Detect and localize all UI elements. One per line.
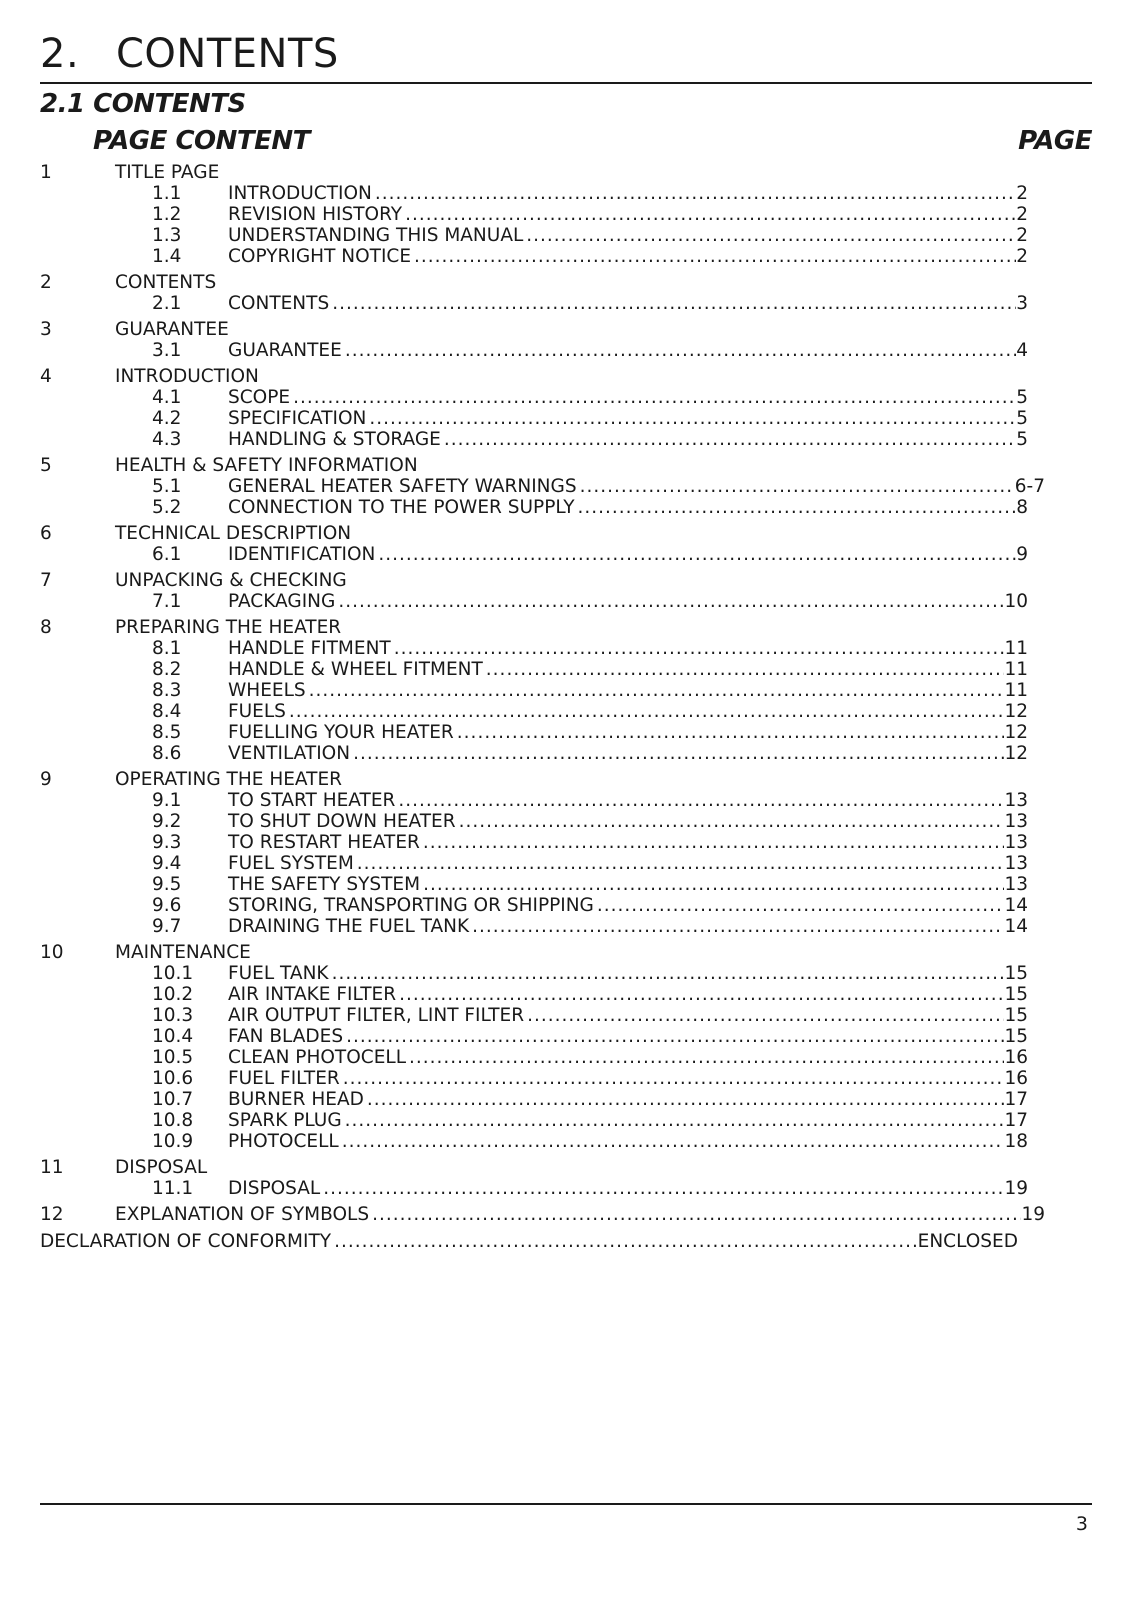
page-ref: 18 (1004, 1131, 1028, 1152)
toc-section (40, 570, 1092, 612)
section-title: TECHNICAL DESCRIPTION (115, 523, 352, 544)
section-title: GUARANTEE (115, 319, 229, 340)
dot-leader (423, 874, 1004, 895)
toc-entry-line (228, 183, 1028, 204)
subsection-title: FUELLING YOUR HEATER (228, 722, 454, 743)
page-ref: 15 (1004, 963, 1028, 984)
section-title: CONTENTS (115, 272, 217, 293)
toc-sub-entry (40, 293, 1092, 314)
document-page (40, 0, 1092, 1601)
header-rule (40, 82, 1092, 84)
subsection-title: AIR OUTPUT FILTER, LINT FILTER (228, 1005, 525, 1026)
chapter-title: CONTENTS (116, 31, 339, 77)
dot-leader (457, 722, 1005, 743)
section-number: 6 (40, 523, 52, 544)
toc-sub-entry (40, 722, 1092, 743)
page-ref: 15 (1004, 984, 1028, 1005)
subsection-title: FUELS (228, 701, 286, 722)
toc-entry-line (228, 1089, 1028, 1110)
subsection-number: 9.4 (152, 853, 182, 874)
toc-main-entry (40, 319, 1092, 340)
toc-main-entry (40, 455, 1092, 476)
toc-entry-line (228, 408, 1028, 429)
dot-leader (486, 659, 1005, 680)
toc-sub-entry (40, 340, 1092, 361)
toc-sub-entry (40, 246, 1092, 267)
page-ref: 14 (1004, 916, 1028, 937)
toc-sub-entry (40, 701, 1092, 722)
subsection-number: 10.3 (152, 1005, 194, 1026)
dot-leader (423, 832, 1005, 853)
toc-sub-entry (40, 476, 1092, 497)
toc-sub-entry (40, 1089, 1092, 1110)
page-ref: 11 (1004, 638, 1028, 659)
subsection-title: FUEL SYSTEM (228, 853, 354, 874)
subsection-number: 3.1 (152, 340, 182, 361)
toc-entry-line (228, 1131, 1028, 1152)
dot-leader (472, 916, 1004, 937)
page-ref: 11 (1004, 680, 1028, 701)
toc-sub-entry (40, 895, 1092, 916)
subsection-number: 4.3 (152, 429, 182, 450)
subsection-title: COPYRIGHT NOTICE (228, 246, 412, 267)
toc-entry-line (228, 722, 1028, 743)
dot-leader (399, 984, 1004, 1005)
section-number: 3 (40, 319, 52, 340)
page-ref: 13 (1004, 811, 1028, 832)
toc-section (40, 1204, 1092, 1225)
toc-entry-line (228, 476, 1045, 497)
page-ref: 16 (1004, 1068, 1028, 1089)
section-number: 8 (40, 617, 52, 638)
dot-leader (526, 225, 1016, 246)
toc-entry-line (228, 701, 1028, 722)
toc-section (40, 455, 1092, 518)
footer-rule (40, 1503, 1092, 1505)
toc-entry-line (228, 246, 1028, 267)
toc-sub-entry (40, 408, 1092, 429)
subsection-number: 4.2 (152, 408, 182, 429)
subsection-number: 9.1 (152, 790, 182, 811)
dot-leader (334, 1230, 918, 1254)
section-title: EXPLANATION OF SYMBOLS (115, 1204, 370, 1225)
toc-sub-entry (40, 984, 1092, 1005)
subsection-number: 10.7 (152, 1089, 194, 1110)
subsection-number: 9.7 (152, 916, 182, 937)
toc-entry-line (115, 1204, 1045, 1225)
column-heading-content: PAGE CONTENT (93, 126, 310, 156)
toc-sub-entry (40, 225, 1092, 246)
toc-entry-line (228, 497, 1028, 518)
toc-main-entry (40, 1157, 1092, 1178)
section-number: 10 (40, 942, 64, 963)
subsection-title: CONTENTS (228, 293, 330, 314)
subsection-number: 10.6 (152, 1068, 194, 1089)
page-ref: 15 (1004, 1026, 1028, 1047)
toc-sub-entry (40, 204, 1092, 225)
dot-leader (343, 1068, 1005, 1089)
toc-main-entry (40, 769, 1092, 790)
subsection-number: 9.2 (152, 811, 182, 832)
toc-main-entry (40, 366, 1092, 387)
toc-sub-entry (40, 1131, 1092, 1152)
subsection-number: 8.1 (152, 638, 182, 659)
toc-sub-entry (40, 497, 1092, 518)
dot-leader (527, 1005, 1004, 1026)
subsection-title: STORING, TRANSPORTING OR SHIPPING (228, 895, 594, 916)
page-ref: 5 (1016, 387, 1028, 408)
dot-leader (323, 1178, 1004, 1199)
subsection-number: 7.1 (152, 591, 182, 612)
page-ref: 5 (1016, 408, 1028, 429)
page-ref: 9 (1016, 544, 1028, 565)
page-ref: 12 (1004, 722, 1028, 743)
toc-sub-entry (40, 832, 1092, 853)
subsection-number: 10.9 (152, 1131, 194, 1152)
section-title: UNPACKING & CHECKING (115, 570, 347, 591)
subsection-title: HANDLING & STORAGE (228, 429, 441, 450)
toc-main-entry (40, 570, 1092, 591)
dot-leader (405, 204, 1016, 225)
toc-sub-entry (40, 811, 1092, 832)
subsection-title: FUEL FILTER (228, 1068, 340, 1089)
subsection-title: INTRODUCTION (228, 183, 372, 204)
subsection-title: PACKAGING (228, 591, 336, 612)
section-title: HEALTH & SAFETY INFORMATION (115, 455, 418, 476)
toc-entry-line (228, 832, 1028, 853)
toc-entry-line (228, 225, 1028, 246)
section-title: INTRODUCTION (115, 366, 259, 387)
chapter-number: 2. (40, 31, 80, 77)
subsection-title: REVISION HISTORY (228, 204, 403, 225)
subsection-title: DISPOSAL (228, 1178, 321, 1199)
subsection-title: CONNECTION TO THE POWER SUPPLY (228, 497, 575, 518)
subsection-title: TO SHUT DOWN HEATER (228, 811, 456, 832)
subsection-title: HANDLE FITMENT (228, 638, 391, 659)
subsection-title: UNDERSTANDING THIS MANUAL (228, 225, 524, 246)
subsection-title: THE SAFETY SYSTEM (228, 874, 421, 895)
toc-section (40, 319, 1092, 361)
toc-entry-line (228, 293, 1028, 314)
section-number: 12 (40, 1204, 64, 1225)
subsection-number: 11.1 (152, 1178, 194, 1199)
toc-section (40, 162, 1092, 267)
page-ref: 19 (1004, 1178, 1028, 1199)
dot-leader (597, 895, 1005, 916)
toc-entry-line (228, 340, 1028, 361)
toc-sub-entry (40, 874, 1092, 895)
dot-leader (394, 638, 1005, 659)
page-ref: 2 (1016, 183, 1028, 204)
toc-entry-line (228, 429, 1028, 450)
subsection-number: 1.4 (152, 246, 182, 267)
document-title (40, 30, 339, 78)
subsection-number: 1.1 (152, 183, 182, 204)
subsection-number: 2.1 (152, 293, 182, 314)
subsection-number: 8.3 (152, 680, 182, 701)
page-ref: 19 (1021, 1204, 1045, 1225)
toc-entry-line (228, 1110, 1028, 1131)
toc-sub-entry (40, 1178, 1092, 1199)
section-number: 7 (40, 570, 52, 591)
subsection-title: GENERAL HEATER SAFETY WARNINGS (228, 476, 577, 497)
toc-entry-line (228, 638, 1028, 659)
page-ref: 2 (1016, 204, 1028, 225)
toc-sub-entry (40, 429, 1092, 450)
table-of-contents (40, 162, 1092, 1254)
subsection-number: 10.4 (152, 1026, 194, 1047)
page-ref: 16 (1004, 1047, 1028, 1068)
page-ref: ENCLOSED (917, 1231, 1018, 1252)
toc-section (40, 523, 1092, 565)
subsection-number: 5.1 (152, 476, 182, 497)
subsection-title: TO RESTART HEATER (228, 832, 420, 853)
toc-entry-line (228, 895, 1028, 916)
toc-main-entry (40, 617, 1092, 638)
toc-entry-line (228, 984, 1028, 1005)
page-ref: 4 (1016, 340, 1028, 361)
page-ref: 13 (1004, 874, 1028, 895)
section-title: TITLE PAGE (115, 162, 220, 183)
toc-sub-entry (40, 659, 1092, 680)
subsection-title: DRAINING THE FUEL TANK (228, 916, 470, 937)
subsection-number: 9.6 (152, 895, 182, 916)
toc-sub-entry (40, 1047, 1092, 1068)
dot-leader (578, 497, 1017, 518)
dot-leader (444, 429, 1016, 450)
section-title: OPERATING THE HEATER (115, 769, 342, 790)
declaration-title: DECLARATION OF CONFORMITY (40, 1231, 332, 1252)
toc-entry-line (228, 591, 1028, 612)
toc-main-entry (40, 942, 1092, 963)
dot-leader (375, 183, 1016, 204)
toc-entry-line (228, 853, 1028, 874)
toc-entry-line (228, 811, 1028, 832)
toc-section (40, 942, 1092, 1152)
toc-entry-line (228, 874, 1028, 895)
toc-sub-entry (40, 183, 1092, 204)
subsection-number: 8.2 (152, 659, 182, 680)
subsection-number: 8.4 (152, 701, 182, 722)
page-ref: 10 (1004, 591, 1028, 612)
toc-sub-entry (40, 1068, 1092, 1089)
subsection-title: FUEL TANK (228, 963, 329, 984)
subsection-title: PHOTOCELL (228, 1131, 339, 1152)
section-number: 9 (40, 769, 52, 790)
dot-leader (398, 790, 1004, 811)
toc-entry-line (228, 916, 1028, 937)
toc-entry-line (228, 680, 1028, 701)
toc-main-entry (40, 523, 1092, 544)
subsection-number: 10.2 (152, 984, 194, 1005)
dot-leader (289, 701, 1005, 722)
toc-sub-entry (40, 1110, 1092, 1131)
page-ref: 14 (1004, 895, 1028, 916)
dot-leader (378, 544, 1016, 565)
toc-entry-line (228, 790, 1028, 811)
toc-section (40, 617, 1092, 764)
subsection-number: 10.1 (152, 963, 194, 984)
dot-leader (309, 680, 1005, 701)
subsection-title: SPARK PLUG (228, 1110, 342, 1131)
toc-sub-entry (40, 638, 1092, 659)
toc-sub-entry (40, 591, 1092, 612)
dot-leader (414, 246, 1016, 267)
page-ref: 2 (1016, 246, 1028, 267)
toc-declaration (40, 1230, 1092, 1254)
dot-leader (332, 293, 1016, 314)
subsection-title: WHEELS (228, 680, 306, 701)
dot-leader (459, 811, 1005, 832)
dot-leader (372, 1204, 1021, 1225)
toc-entry-line (228, 204, 1028, 225)
toc-main-entry (40, 162, 1092, 183)
toc-sub-entry (40, 387, 1092, 408)
subsection-number: 9.3 (152, 832, 182, 853)
toc-section (40, 769, 1092, 937)
page-ref: 13 (1004, 853, 1028, 874)
subsection-number: 1.2 (152, 204, 182, 225)
toc-section (40, 366, 1092, 450)
dot-leader (409, 1047, 1004, 1068)
subsection-number: 8.5 (152, 722, 182, 743)
subsection-title: SCOPE (228, 387, 291, 408)
section-heading: 2.1 CONTENTS (40, 89, 246, 119)
toc-sub-entry (40, 1026, 1092, 1047)
page-ref: 5 (1016, 429, 1028, 450)
page-ref: 3 (1016, 293, 1028, 314)
subsection-number: 8.6 (152, 743, 182, 764)
toc-entry-line (228, 743, 1028, 764)
subsection-title: VENTILATION (228, 743, 351, 764)
page-ref: 12 (1004, 701, 1028, 722)
section-number: 1 (40, 162, 52, 183)
section-number: 2 (40, 272, 52, 293)
page-ref: 17 (1004, 1110, 1028, 1131)
toc-entry-line (228, 544, 1028, 565)
subsection-title: TO START HEATER (228, 790, 396, 811)
section-number: 11 (40, 1157, 64, 1178)
section-title: PREPARING THE HEATER (115, 617, 342, 638)
toc-entry-line (228, 1047, 1028, 1068)
subsection-number: 1.3 (152, 225, 182, 246)
dot-leader (293, 387, 1016, 408)
page-ref: 8 (1016, 497, 1028, 518)
subsection-title: IDENTIFICATION (228, 544, 376, 565)
toc-main-entry (40, 1204, 1092, 1225)
dot-leader (367, 1089, 1005, 1110)
section-number: 5 (40, 455, 52, 476)
toc-sub-entry (40, 1005, 1092, 1026)
subsection-title: BURNER HEAD (228, 1089, 364, 1110)
dot-leader (338, 591, 1004, 612)
dot-leader (353, 743, 1004, 764)
page-ref: 15 (1004, 1005, 1028, 1026)
toc-sub-entry (40, 916, 1092, 937)
toc-sub-entry (40, 544, 1092, 565)
subsection-title: SPECIFICATION (228, 408, 367, 429)
subsection-title: AIR INTAKE FILTER (228, 984, 397, 1005)
section-title: DISPOSAL (115, 1157, 208, 1178)
toc-main-entry (40, 272, 1092, 293)
toc-entry-line (228, 1005, 1028, 1026)
subsection-number: 5.2 (152, 497, 182, 518)
dot-leader (580, 476, 1015, 497)
toc-entry-line (228, 1178, 1028, 1199)
subsection-number: 9.5 (152, 874, 182, 895)
section-number: 4 (40, 366, 52, 387)
toc-entry-line (228, 1026, 1028, 1047)
subsection-number: 10.8 (152, 1110, 194, 1131)
section-title: MAINTENANCE (115, 942, 251, 963)
toc-sub-entry (40, 853, 1092, 874)
toc-entry-line (228, 387, 1028, 408)
dot-leader (357, 853, 1005, 874)
subsection-title: CLEAN PHOTOCELL (228, 1047, 406, 1068)
dot-leader (369, 408, 1016, 429)
subsection-title: GUARANTEE (228, 340, 342, 361)
toc-entry-line (40, 1230, 1018, 1254)
subsection-title: FAN BLADES (228, 1026, 344, 1047)
dot-leader (345, 340, 1016, 361)
subsection-title: HANDLE & WHEEL FITMENT (228, 659, 483, 680)
page-ref: 2 (1016, 225, 1028, 246)
toc-entry-line (228, 963, 1028, 984)
toc-sub-entry (40, 963, 1092, 984)
toc-entry-line (228, 1068, 1028, 1089)
page-ref: 12 (1004, 743, 1028, 764)
page-ref: 6-7 (1014, 476, 1045, 497)
toc-entry-line (228, 659, 1028, 680)
toc-section (40, 272, 1092, 314)
page-ref: 17 (1004, 1089, 1028, 1110)
toc-sub-entry (40, 790, 1092, 811)
page-number: 3 (1075, 1513, 1088, 1535)
dot-leader (342, 1131, 1005, 1152)
page-ref: 13 (1004, 832, 1028, 853)
page-ref: 11 (1004, 659, 1028, 680)
subsection-number: 6.1 (152, 544, 182, 565)
dot-leader (346, 1026, 1004, 1047)
dot-leader (345, 1110, 1005, 1131)
toc-sub-entry (40, 743, 1092, 764)
toc-sub-entry (40, 680, 1092, 701)
subsection-number: 4.1 (152, 387, 182, 408)
dot-leader (332, 963, 1005, 984)
subsection-number: 10.5 (152, 1047, 194, 1068)
page-ref: 13 (1004, 790, 1028, 811)
column-heading-page: PAGE (1018, 126, 1092, 156)
toc-section (40, 1157, 1092, 1199)
